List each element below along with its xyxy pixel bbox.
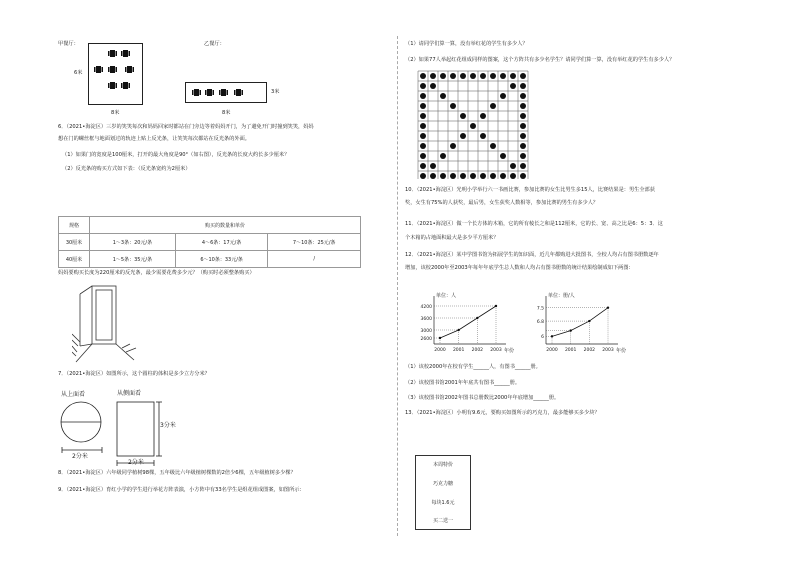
flower-dot <box>490 173 496 179</box>
column-divider <box>397 36 398 536</box>
flower-dot <box>520 83 526 89</box>
flower-dot <box>490 103 496 109</box>
q12-line1: 12．（2021•海淀区）某中学图书馆为拓展学生的知识面，近几年都购进大批图书，全校人均占有图书册数逐年 <box>405 252 659 258</box>
dim-3-label: 3分米 <box>160 422 176 429</box>
flower-dot <box>420 113 426 119</box>
table-cell: 4～6条：17元/条 <box>175 234 268 251</box>
q12-line2: 增加，该校2000年至2003年每年年底学生总人数和人均占有图书册数的统计结果绘制成如下两图： <box>405 265 634 271</box>
chart-unit-label: 单位：册/人 <box>548 293 575 299</box>
x-tick-label: 2000 <box>546 348 558 353</box>
q8: 8．（2021•海淀区）六年级同学植树98棵，五年级比六年级植树棵数的2倍少6棵，五年级植树多少棵？ <box>58 470 296 476</box>
flower-dot <box>520 73 526 79</box>
flower-dot <box>450 103 456 109</box>
flower-dot <box>430 73 436 79</box>
flower-dot <box>450 73 456 79</box>
q13: 13．（2021•海淀区）小明有9.6元，要购买如图所示的巧克力，最多能够买多少块？ <box>405 410 600 416</box>
flower-dot <box>450 173 456 179</box>
flower-dot <box>420 143 426 149</box>
flower-dot <box>420 173 426 179</box>
flower-dot <box>520 153 526 159</box>
x-tick-label: 2002 <box>471 348 484 353</box>
data-point <box>569 329 571 331</box>
flower-dot <box>440 153 446 159</box>
price-box-line: 每块1.6元 <box>431 499 455 506</box>
flower-dot <box>420 133 426 139</box>
flower-dot <box>520 93 526 99</box>
hall-b-side-label: 3米 <box>271 89 280 95</box>
data-point <box>588 320 590 322</box>
price-box-line: 买二送一 <box>432 518 453 525</box>
flower-dot <box>480 133 486 139</box>
table-cell: 1～5条：35元/条 <box>90 251 176 268</box>
hall-a-tables <box>88 43 143 105</box>
x-tick-label: 2001 <box>564 348 577 353</box>
data-point <box>476 317 478 319</box>
q6-sub1: （1）如果门的宽度是100厘米，打开的最大角度是90°（如右图），反光条的长度大约长多少厘米？ <box>62 152 290 158</box>
x-tick-label: 2001 <box>452 348 465 353</box>
flower-dot <box>490 73 496 79</box>
flower-dot <box>510 83 516 89</box>
q9-2: （2）如果77人举起红花组成同样的图案，这个方阵共有多少名学生？请同学们算一算，没有举红花的学生有多少人？ <box>405 57 675 63</box>
hall-a-bottom-label: 8米 <box>111 110 120 116</box>
q7: 7．（2021•海淀区）如图所示，这个圆柱的体积是多少立方分米？ <box>58 371 210 377</box>
table-row <box>59 251 361 268</box>
dim-2a-label: 2分米 <box>72 453 88 460</box>
y-tick-label: 3600 <box>420 316 432 322</box>
hall-b-label: 乙餐厅： <box>204 41 225 47</box>
flower-dot <box>470 73 476 79</box>
door-illustration <box>72 284 162 364</box>
flower-dot <box>430 163 436 169</box>
flower-dot <box>500 73 506 79</box>
flower-dot <box>440 93 446 99</box>
price-box-line: 本周特价 <box>432 462 453 468</box>
x-tick-label: 2002 <box>583 348 596 353</box>
chart-unit-label: 单位：人 <box>436 293 457 299</box>
q11-line1: 11．（2021•海淀区）做一个长方体的木箱，它的所有棱长之和是112厘米，它的长、宽、高之比是6：5：3．这 <box>405 221 663 227</box>
q12-2: （2）该校图书馆2001年年底共有图书______册。 <box>405 380 521 386</box>
table-row <box>59 234 361 251</box>
y-tick-label: 2600 <box>420 336 432 342</box>
table-cell: 30厘米 <box>59 234 90 251</box>
flower-matrix <box>416 69 540 179</box>
flower-dot <box>470 123 476 129</box>
flower-dot <box>500 173 506 179</box>
q6-line2: 想在门的螺丝框与地面划过的轨迹上贴上反光条，让笑笑每次都站在反光条的外面。 <box>58 136 250 142</box>
q6-line1: 6．（2021•海淀区）三岁的笑笑每次和妈妈回家时都站在门旁边等着妈妈开门，为了避免开门时撞到笑笑，妈妈 <box>58 124 314 130</box>
flower-dot <box>430 83 436 89</box>
flower-dot <box>460 173 466 179</box>
data-point <box>551 335 553 337</box>
series-line <box>552 308 608 337</box>
flower-dot <box>510 173 516 179</box>
flower-dot <box>420 83 426 89</box>
flower-dot <box>520 113 526 119</box>
chart-students <box>410 290 520 358</box>
x-tick-label: 2003 <box>602 348 614 353</box>
flower-dot <box>500 153 506 159</box>
data-point <box>607 307 609 309</box>
hall-a-label: 甲餐厅： <box>58 41 79 47</box>
price-table <box>58 216 361 268</box>
flower-dot <box>480 173 486 179</box>
flower-dot <box>480 73 486 79</box>
flower-dot <box>520 173 526 179</box>
flower-dot <box>520 163 526 169</box>
q9: 9．（2021•海淀区）育红小学的学生进行举花方阵表演，小方阵中有33名学生是组花组成图案，如图所示： <box>58 487 305 493</box>
flower-dot <box>450 143 456 149</box>
view-side-label: 从侧面看 <box>117 390 142 397</box>
flower-dot <box>520 123 526 129</box>
flower-dot <box>490 143 496 149</box>
flower-dot <box>420 73 426 79</box>
q11-line2: 个木箱的占地面积最大是多少平方厘米？ <box>405 235 499 241</box>
x-tick-label: 2000 <box>434 348 446 353</box>
flower-dot <box>420 93 426 99</box>
series-line <box>440 306 496 338</box>
q9-1: （1）请同学们算一算，没有举红花的学生有多少人？ <box>405 41 528 47</box>
chart-books-per-student <box>522 290 632 358</box>
y-tick-label: 4200 <box>420 304 432 310</box>
table-cell: 6～10条：33元/条 <box>175 251 268 268</box>
table-header-spec: 规格 <box>59 217 90 234</box>
flower-dot <box>510 163 516 169</box>
q6-after: 妈妈要购买长度为220厘米的反光条，最少需要花费多少元？（购买时必须整条购买） <box>58 270 255 276</box>
flower-dot <box>500 93 506 99</box>
flower-dot <box>510 73 516 79</box>
flower-dot <box>440 173 446 179</box>
hall-b-tables <box>185 82 267 103</box>
flower-dot <box>420 163 426 169</box>
q10-line1: 10．（2021•海淀区）光明小学举行六一书画比赛，参加比赛的女生比男生多15人，比赛结果是：男生全部获 <box>405 187 655 193</box>
y-tick-label: 6 <box>541 335 544 341</box>
flower-dot <box>460 133 466 139</box>
q6-sub2: （2）反光条的购买方式如下表：（反光条宽约为2厘米） <box>62 166 191 172</box>
flower-dot <box>440 73 446 79</box>
dim-2b-label: 2分米 <box>128 459 144 466</box>
flower-dot <box>520 103 526 109</box>
chart-xlabel: 年份 <box>616 348 627 354</box>
flower-dot <box>420 123 426 129</box>
y-tick-label: 7.5 <box>536 306 544 312</box>
x-tick-label: 2003 <box>490 348 502 353</box>
flower-dot <box>420 103 426 109</box>
flower-dot <box>460 113 466 119</box>
data-point <box>457 329 459 331</box>
table-cell: / <box>268 251 361 268</box>
flower-dot <box>430 173 436 179</box>
table-header-qty: 购买的数量和单价 <box>90 217 361 234</box>
price-box-line: 巧克力糖 <box>432 480 453 487</box>
view-front-label: 从上面看 <box>61 391 86 398</box>
table-cell: 7～10条：25元/条 <box>268 234 361 251</box>
chocolate-price-box <box>415 455 471 530</box>
flower-dot <box>520 133 526 139</box>
q10-line2: 奖，女生有75%的人获奖，最后男，女生获奖人数相等，参加比赛的男生有多少人？ <box>405 200 599 206</box>
table-cell: 40厘米 <box>59 251 90 268</box>
y-tick-label: 6.8 <box>536 319 544 325</box>
q12-3: （3）该校图书馆2002年图书总册数比2000年年底增加______册。 <box>405 395 560 401</box>
q12-1: （1）该校2000年在校有学生______人，有图书______册。 <box>405 364 541 370</box>
hall-b-bottom-label: 8米 <box>222 110 231 116</box>
flower-dot <box>480 113 486 119</box>
chart-xlabel: 年份 <box>504 348 515 354</box>
flower-dot <box>420 153 426 159</box>
data-point <box>495 305 497 307</box>
flower-dot <box>470 173 476 179</box>
data-point <box>439 337 441 339</box>
flower-dot <box>460 73 466 79</box>
table-cell: 1～3条：20元/条 <box>90 234 176 251</box>
hall-a-side-label: 6米 <box>74 70 83 76</box>
flower-dot <box>520 143 526 149</box>
y-tick-label: 3000 <box>420 328 432 334</box>
